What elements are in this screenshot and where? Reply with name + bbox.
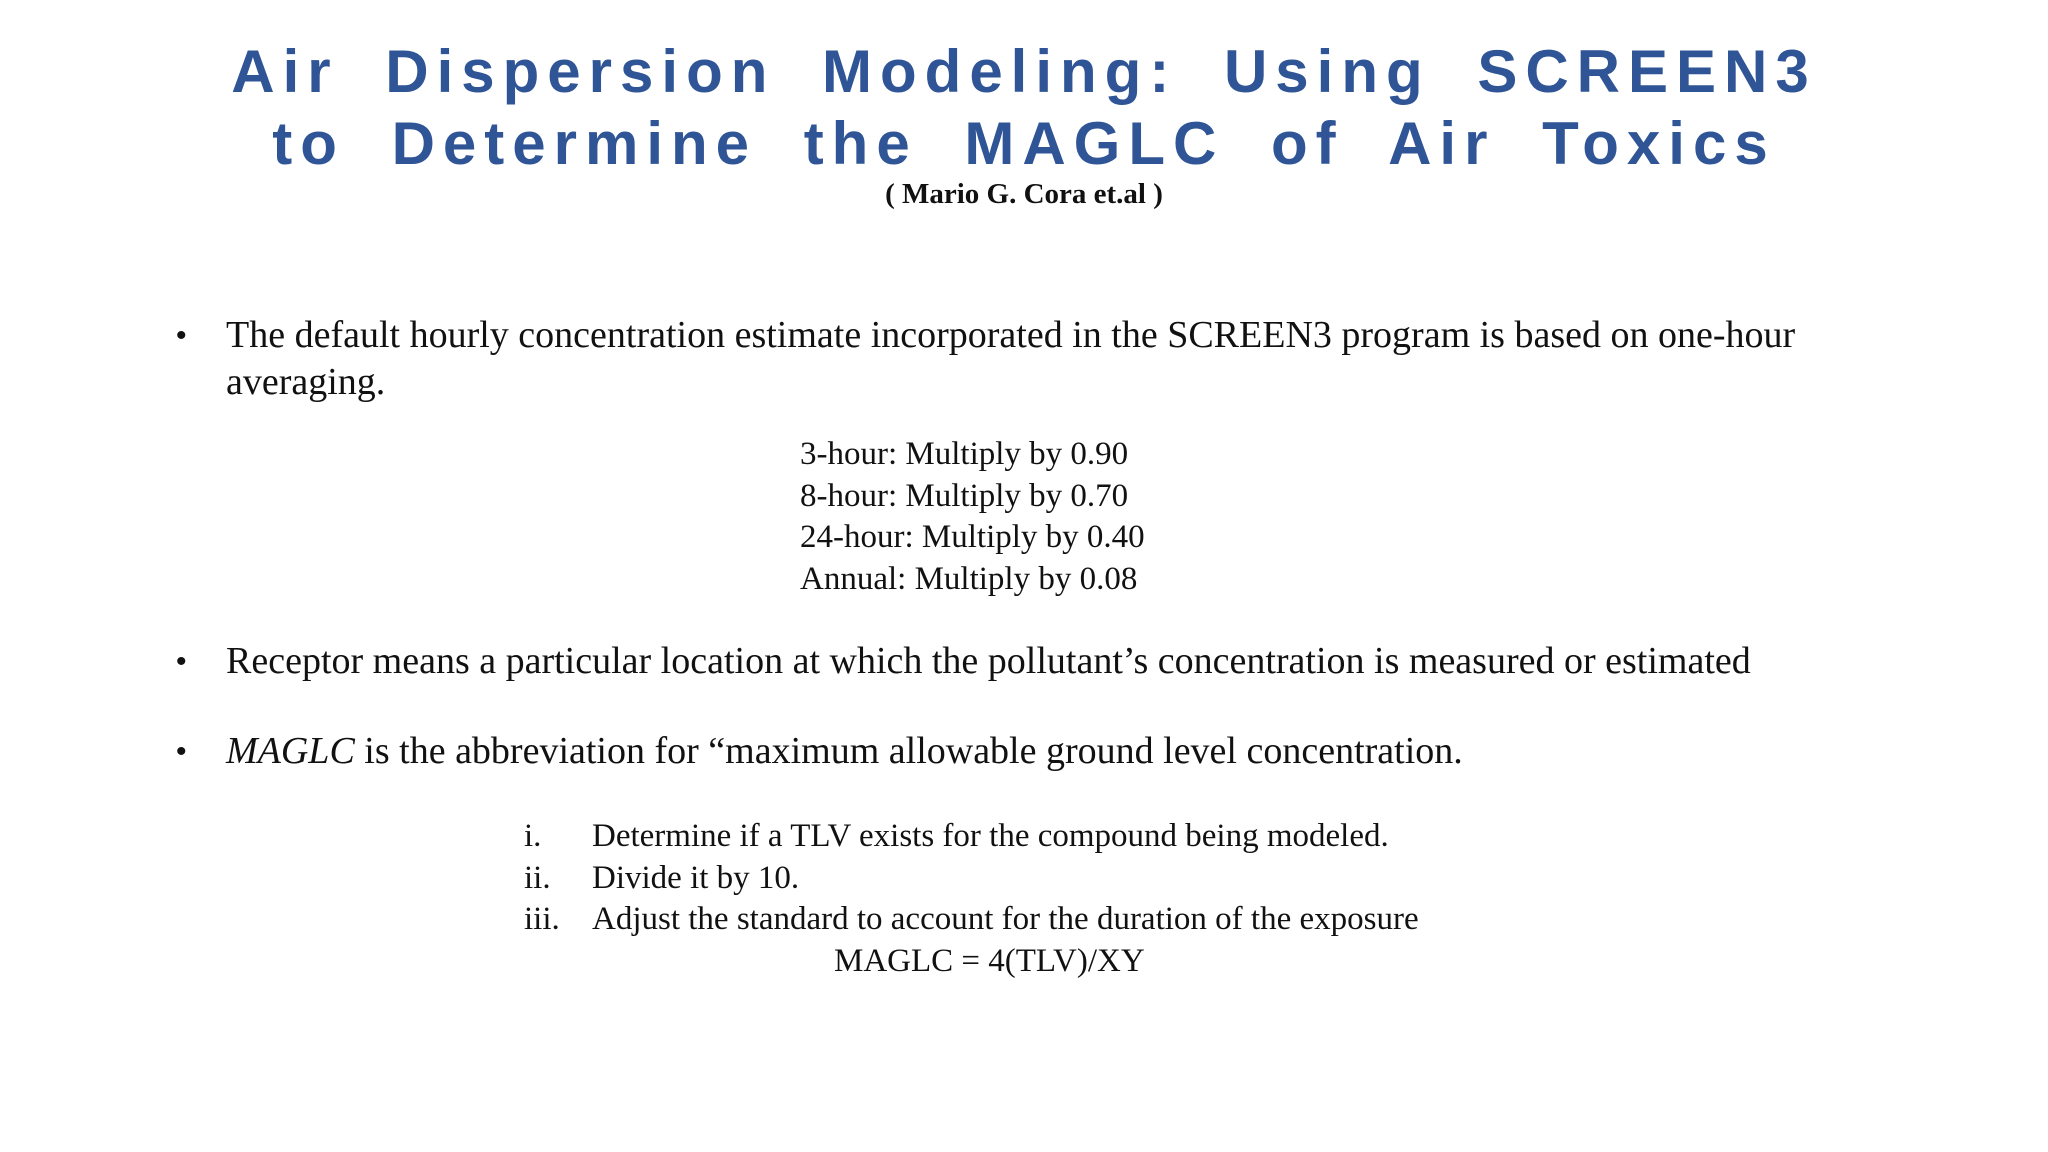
maglc-term: MAGLC bbox=[226, 730, 355, 772]
averaging-factor-list bbox=[800, 434, 1145, 600]
step-item bbox=[524, 816, 1419, 858]
bullet-dot-icon: • bbox=[176, 319, 187, 352]
bullet-text: Receptor means a particular location at which the pollutant’s concentration is measured or estimated bbox=[226, 640, 1751, 682]
author-credit: ( Mario G. Cora et.al ) bbox=[885, 178, 1163, 210]
maglc-definition-text: is the abbreviation for “maximum allowable ground level concentration. bbox=[354, 730, 1463, 772]
slide-title bbox=[0, 36, 2048, 180]
bullet-dot-icon: • bbox=[176, 735, 187, 768]
factor-3-hour: 3-hour: Multiply by 0.90 bbox=[800, 436, 1129, 472]
factor-8-hour: 8-hour: Multiply by 0.70 bbox=[800, 477, 1129, 514]
factor-24-hour: 24-hour: Multiply by 0.40 bbox=[800, 519, 1145, 555]
step-item bbox=[524, 858, 1419, 900]
step-number: i. bbox=[524, 818, 542, 854]
step-text: Adjust the standard to account for the duration of the exposure bbox=[592, 901, 1419, 937]
bullet-text: The default hourly concentration estimate incorporated in the SCREEN3 program is based on one-hour averaging. bbox=[226, 314, 1796, 403]
step-text: Divide it by 10. bbox=[592, 859, 800, 896]
step-number: ii. bbox=[524, 859, 551, 896]
step-item bbox=[524, 899, 1419, 941]
maglc-steps-list bbox=[524, 816, 1419, 941]
factor-annual: Annual: Multiply by 0.08 bbox=[800, 560, 1138, 597]
bullet-default-averaging bbox=[176, 312, 1856, 406]
slide-title-line-2: to Determine the MAGLC of Air Toxics bbox=[272, 110, 1776, 177]
bullet-dot-icon: • bbox=[176, 645, 187, 678]
step-number: iii. bbox=[524, 901, 560, 937]
bullet-text bbox=[226, 728, 1856, 775]
maglc-formula: MAGLC = 4(TLV)/XY bbox=[834, 943, 1145, 979]
slide-title-line-1: Air Dispersion Modeling: Using SCREEN3 bbox=[231, 38, 1817, 105]
bullet-receptor-definition bbox=[176, 638, 1856, 685]
step-text: Determine if a TLV exists for the compound being modeled. bbox=[592, 818, 1389, 854]
bullet-maglc-definition bbox=[176, 728, 1856, 775]
